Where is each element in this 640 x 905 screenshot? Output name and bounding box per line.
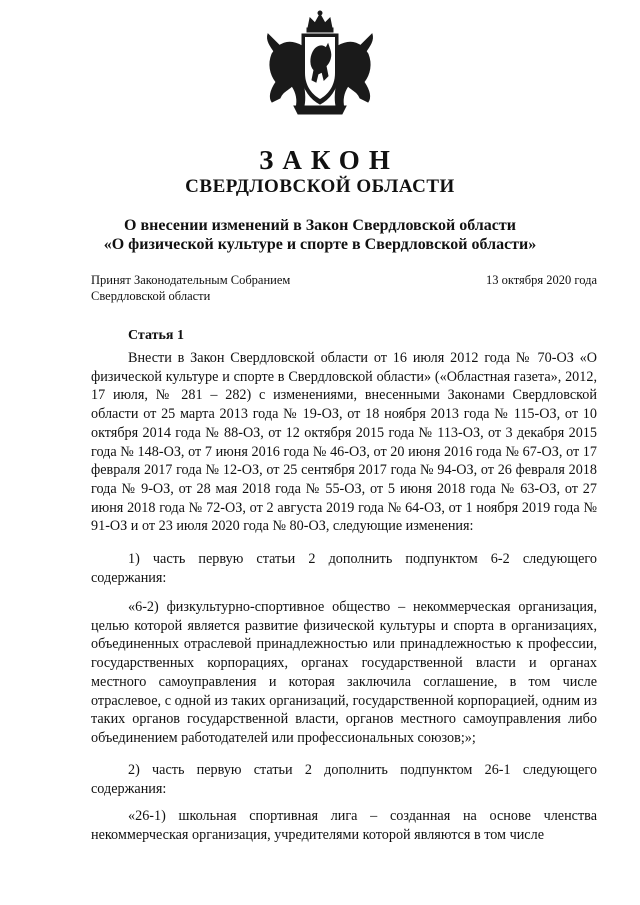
paragraph-text: «6-2) физкультурно-спортивное общество – некоммерческая организация, целью которой является развитие физической культуры и спорта в организациях, объединенных отраслевой принадлежностью или принадлежностью к профессии, государственных корпорациях, органах государственной власти и органах местного самоуправления и которая заключила соглашение, в том числе отраслевое, с одной из таких организаций, государственной корпорацией, одним из таких органов государственной власти, органов местного самоуправления либо объединением работодателей или профессиональных союзов;»; <box>91 599 597 746</box>
coat-of-arms-emblem <box>258 10 382 120</box>
article-paragraph-4 <box>91 761 597 798</box>
document-heading-line-2: «О физической культуре и спорте в Свердловской области» <box>103 236 537 253</box>
adoption-date: 13 октября 2020 года <box>485 273 597 287</box>
article-paragraph-2 <box>91 550 597 587</box>
article-paragraph-1 <box>91 349 597 536</box>
document-heading-line-1: О внесении изменений в Закон Свердловской области <box>124 217 516 234</box>
article-paragraph-5 <box>91 807 597 844</box>
adoption-line-1: Принят Законодательным Собранием <box>91 273 291 287</box>
paragraph-text: «26-1) школьная спортивная лига – созданная на основе членства некоммерческая организация, учредителями которой являются в том числе <box>91 808 597 843</box>
paragraph-text: 2) часть первую статьи 2 дополнить подпунктом 26-1 следующего содержания: <box>91 762 597 797</box>
adoption-line-2: Свердловской области <box>91 289 211 303</box>
adoption-info <box>91 272 290 304</box>
article-heading: Статья 1 <box>128 328 184 343</box>
article-paragraph-3 <box>91 598 597 748</box>
document-title: ЗАКОН <box>259 145 399 175</box>
document-subtitle: СВЕРДЛОВСКОЙ ОБЛАСТИ <box>185 176 455 197</box>
paragraph-text: Внести в Закон Свердловской области от 16 июля 2012 года № 70-ОЗ «О физической культуре и спорте в Свердловской области» («Областная газета», 2012, 17 июля, № 281 – 282) с изменениями, внесенными Законами Свердловской области от 25 марта 2013 года № 19-ОЗ, от 18 ноября 2013 года № 115-ОЗ, от 10 октября 2014 года № 88-ОЗ, от 12 октября 2015 года № 113-ОЗ, от 3 декабря 2015 года № 148-ОЗ, от 7 июня 2016 года № 46-ОЗ, от 20 июня 2016 года № 67-ОЗ, от 17 февраля 2017 года № 12-ОЗ, от 25 сентября 2017 года № 94-ОЗ, от 26 февраля 2018 года № 9-ОЗ, от 28 мая 2018 года № 55-ОЗ, от 5 июня 2018 года № 63-ОЗ, от 27 июня 2018 года № 72-ОЗ, от 2 августа 2019 года № 64-ОЗ, от 1 ноября 2019 года № 91-ОЗ и от 23 июля 2020 года № 80-ОЗ, следующие изменения: <box>91 350 597 535</box>
paragraph-text: 1) часть первую статьи 2 дополнить подпунктом 6-2 следующего содержания: <box>91 551 597 586</box>
